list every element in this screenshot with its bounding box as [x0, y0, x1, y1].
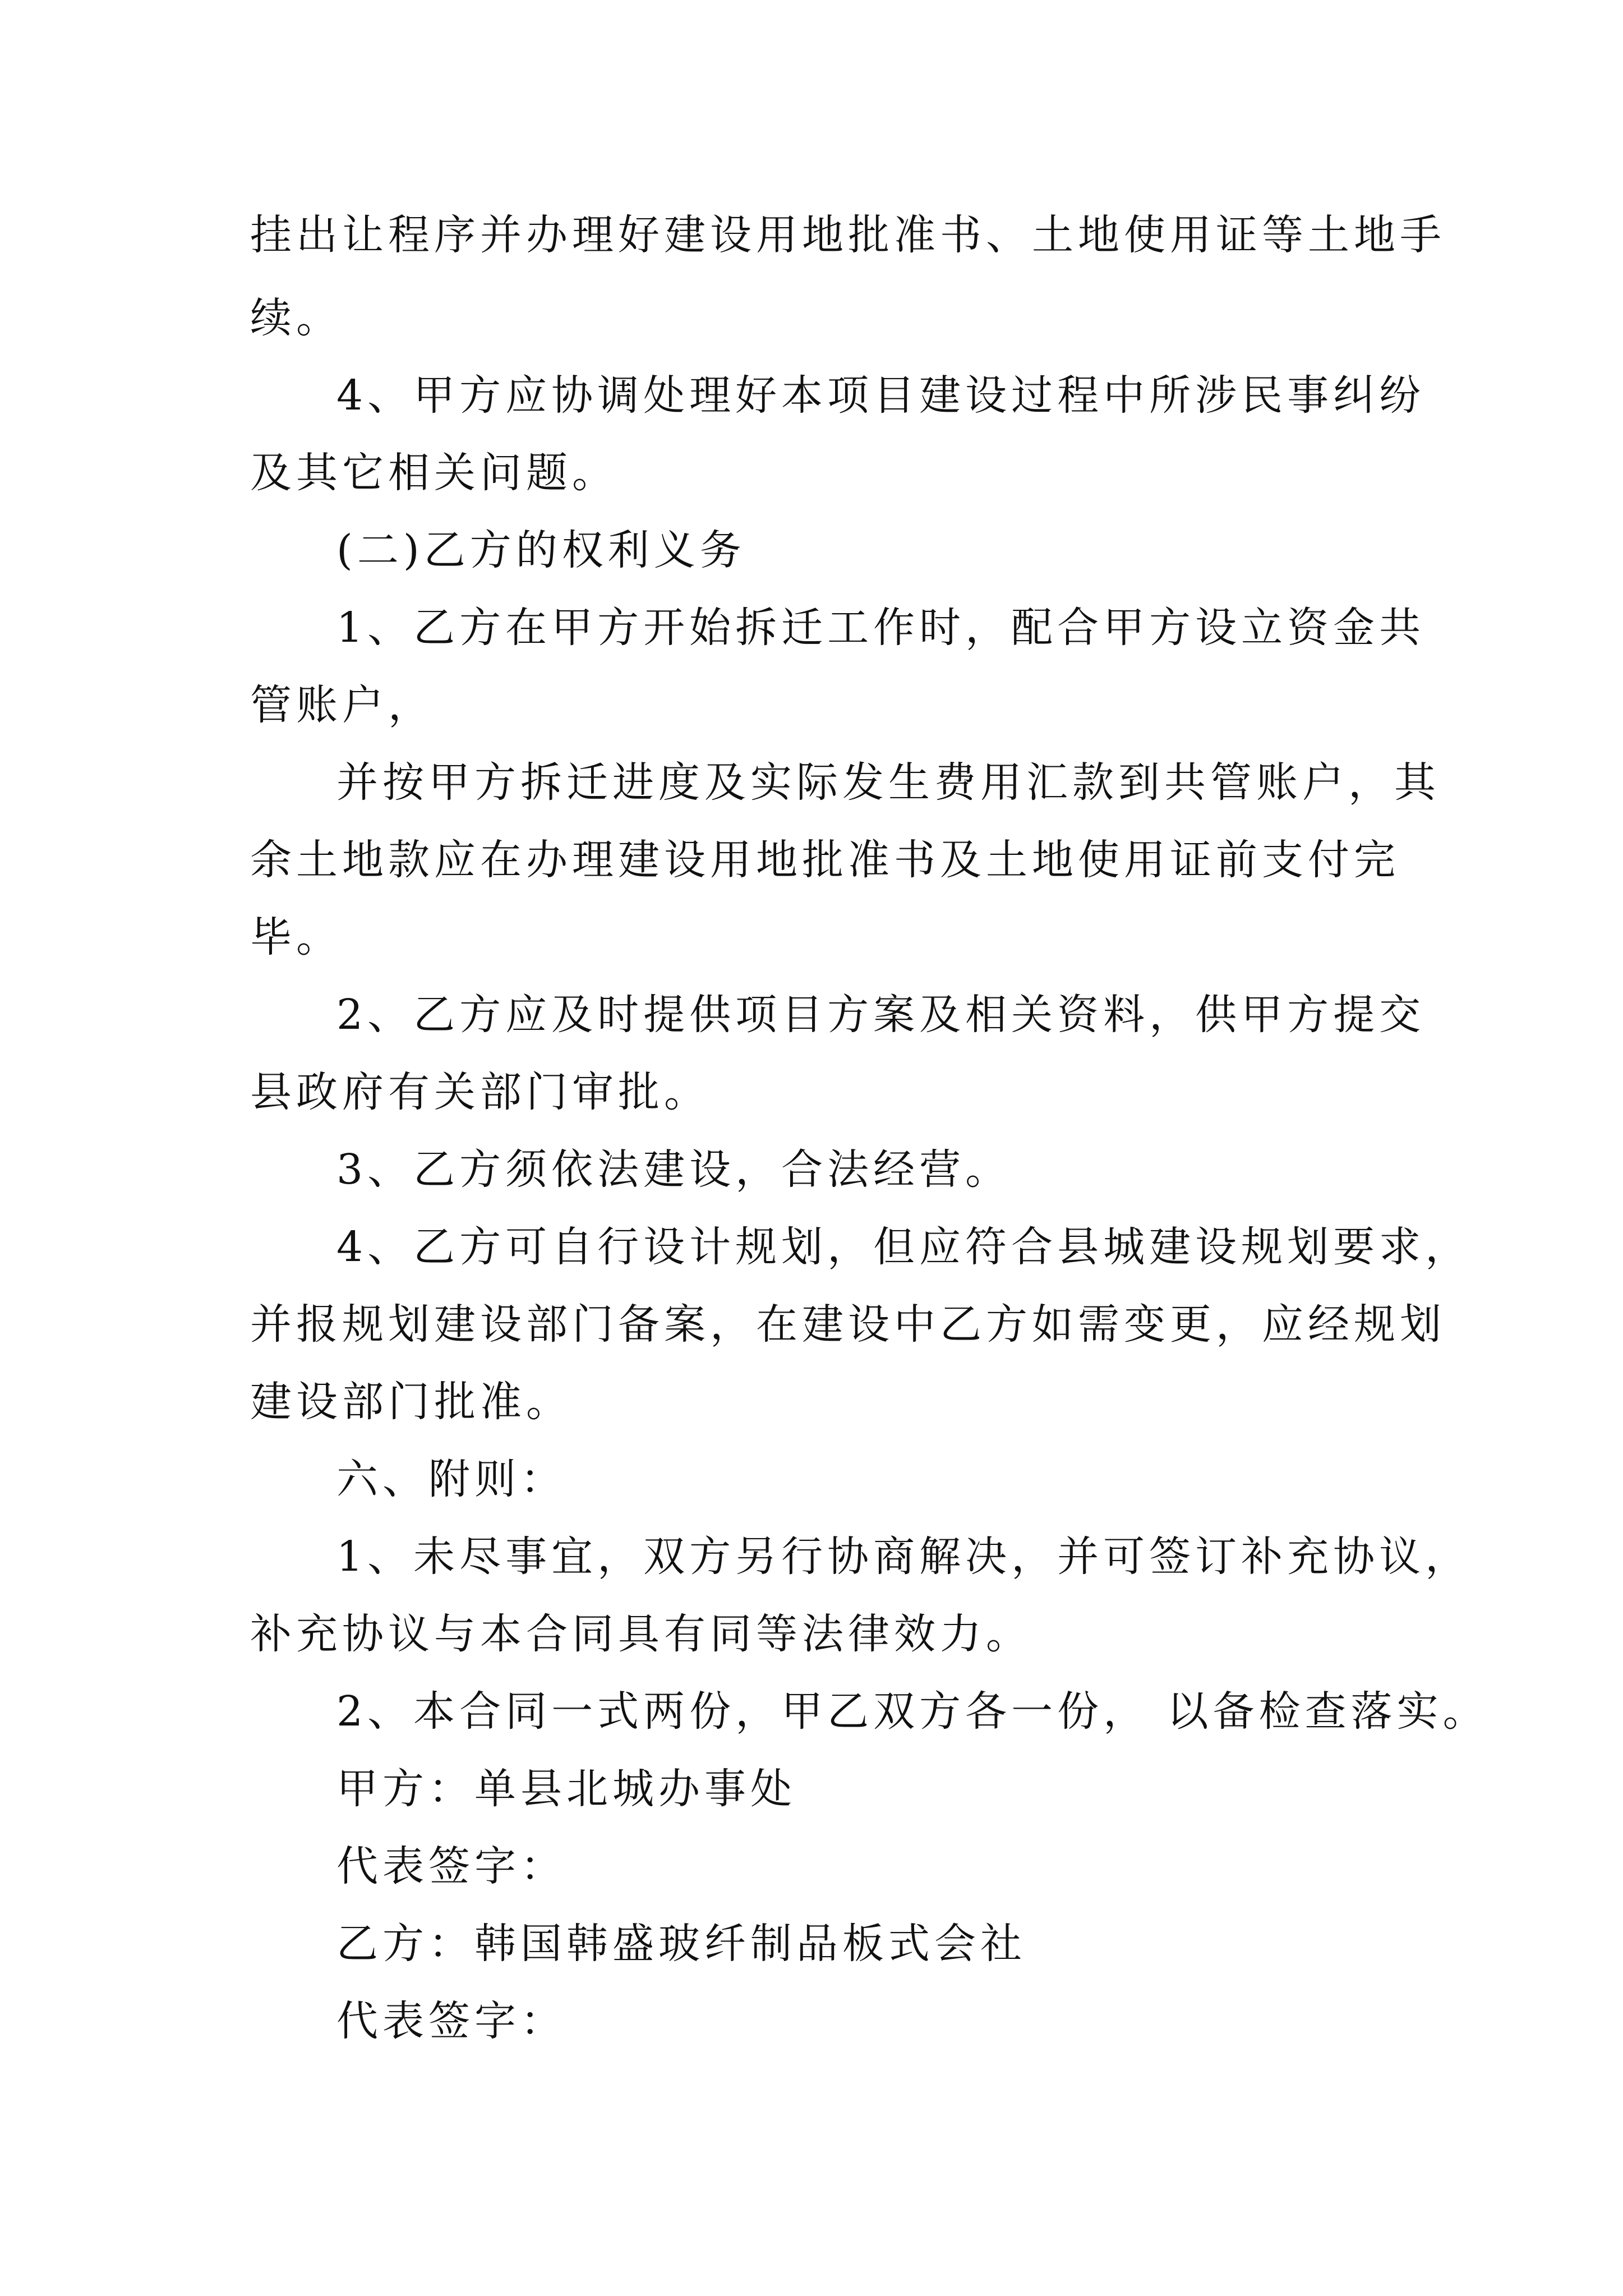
paragraph-line: 4、乙方可自行设计规划，但应符合县城建设规划要求， [336, 1223, 1472, 1271]
paragraph-line: 4、甲方应协调处理好本项目建设过程中所涉民事纠纷 [336, 371, 1426, 420]
signature-line: 代表签字： [336, 1997, 566, 2045]
paragraph-line: 1、乙方在甲方开始拆迁工作时，配合甲方设立资金共 [336, 604, 1426, 652]
paragraph-line: 2、本合同一式两份，甲乙双方各一份， 以备检查落实。 [336, 1687, 1489, 1736]
party-a-line: 甲方：单县北城办事处 [336, 1765, 796, 1813]
paragraph-line: 1、未尽事宜，双方另行协商解决，并可签订补充协议， [336, 1533, 1472, 1581]
section-heading: (二)乙方的权利义务 [336, 526, 746, 574]
paragraph-line: 续。 [250, 294, 342, 342]
paragraph-line: 及其它相关问题。 [250, 449, 618, 497]
paragraph-line: 县政府有关部门审批。 [250, 1068, 710, 1116]
signature-line: 代表签字： [336, 1842, 566, 1890]
paragraph-line: 并报规划建设部门备案，在建设中乙方如需变更，应经规划 [250, 1300, 1446, 1349]
paragraph-line: 余土地款应在办理建设用地批准书及土地使用证前支付完 [250, 836, 1400, 884]
paragraph-line: 挂出让程序并办理好建设用地批准书、土地使用证等土地手 [250, 211, 1446, 259]
party-b-line: 乙方：韩国韩盛玻纤制品板式会社 [336, 1920, 1026, 1968]
section-heading: 六、附则： [336, 1455, 566, 1503]
paragraph-line: 并按甲方拆迁进度及实际发生费用汇款到共管账户，其 [336, 758, 1440, 807]
paragraph-line: 2、乙方应及时提供项目方案及相关资料，供甲方提交 [336, 991, 1426, 1039]
paragraph-line: 补充协议与本合同具有同等法律效力。 [250, 1610, 1032, 1658]
paragraph-line: 建设部门批准。 [250, 1378, 572, 1426]
paragraph-line: 管账户， [250, 681, 434, 729]
paragraph-line: 3、乙方须依法建设，合法经营。 [336, 1145, 1012, 1194]
paragraph-line: 毕。 [250, 913, 342, 961]
